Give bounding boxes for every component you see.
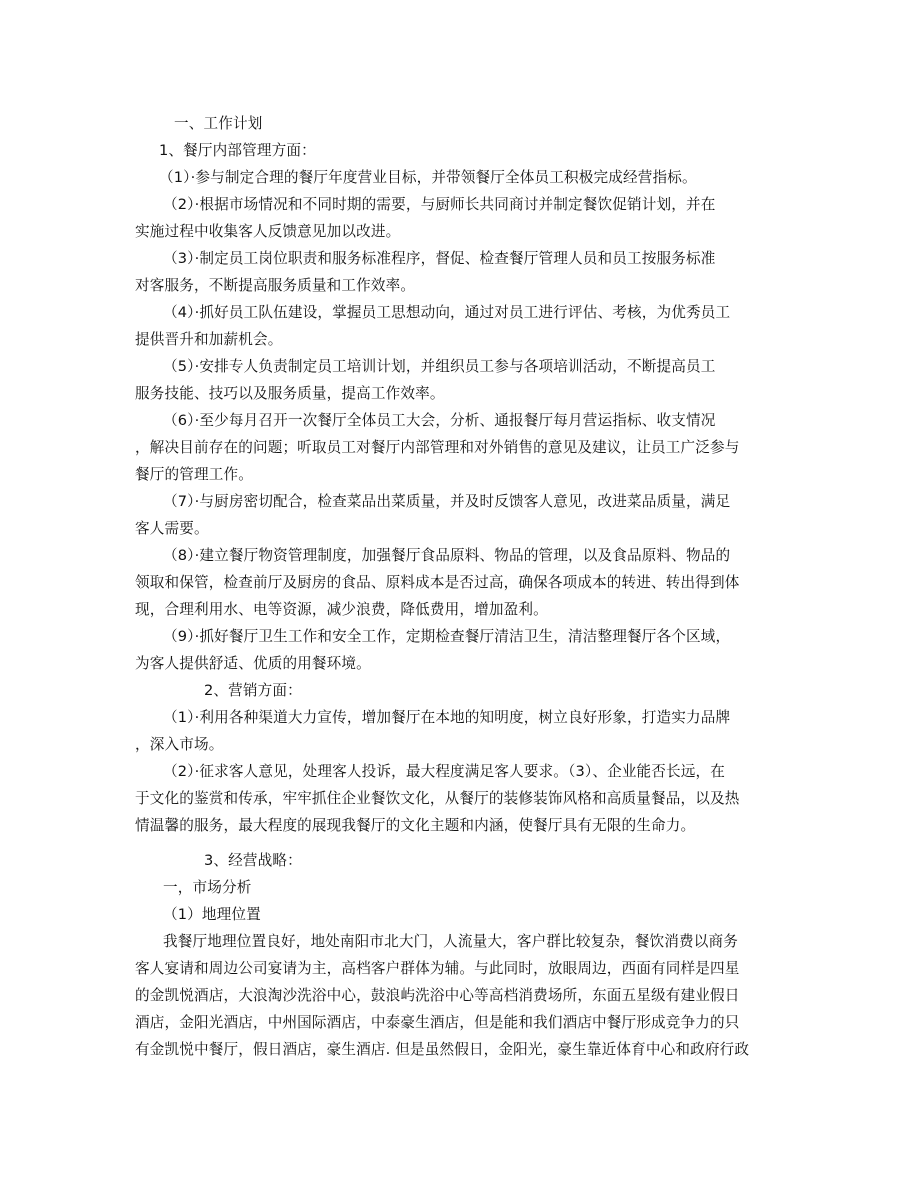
subsection-heading-marketing: 2、营销方面： <box>204 682 302 699</box>
paragraph-line: （7）·与厨房密切配合，检查菜品出菜质量，并及时反馈客人意见，改进菜品质量，满足 <box>163 493 731 510</box>
paragraph-line: ，深入市场。 <box>135 736 224 753</box>
subsection-heading-business-strategy: 3、经营战略： <box>204 852 302 869</box>
subsection-heading-location: （1）地理位置 <box>163 906 261 923</box>
paragraph-line: 实施过程中收集客人反馈意见加以改进。 <box>135 223 401 240</box>
paragraph-line: （1）·利用各种渠道大力宣传，增加餐厅在本地的知明度，树立良好形象，打造实力品牌 <box>163 709 731 726</box>
paragraph-line: （2）·根据市场情况和不同时期的需要，与厨师长共同商讨并制定餐饮促销计划，并在 <box>163 196 716 213</box>
paragraph-line: 现，合理利用水、电等资源，减少浪费，降低费用，增加盈利。 <box>135 601 548 618</box>
paragraph-line: （5）·安排专人负责制定员工培训计划，并组织员工参与各项培训活动，不断提高员工 <box>163 358 716 375</box>
paragraph-line: 情温馨的服务，最大程度的展现我餐厅的文化主题和内涵，使餐厅具有无限的生命力。 <box>135 817 696 834</box>
paragraph-line: （4）·抓好员工队伍建设，掌握员工思想动向，通过对员工进行评估、考核，为优秀员工 <box>163 304 731 321</box>
paragraph-line: 领取和保管，检查前厅及厨房的食品、原料成本是否过高，确保各项成本的转进、转出得到体 <box>135 574 740 591</box>
paragraph-line: 于文化的鉴赏和传承，牢牢抓住企业餐饮文化，从餐厅的装修装饰风格和高质量餐品，以及热 <box>135 790 740 807</box>
paragraph-line: ，解决目前存在的问题；听取员工对餐厅内部管理和对外销售的意见及建议，让员工广泛参与 <box>135 439 740 456</box>
paragraph-line: （8）·建立餐厅物资管理制度，加强餐厅食品原料、物品的管理，以及食品原料、物品的 <box>163 547 731 564</box>
subsection-heading-market-analysis: 一，市场分析 <box>163 879 252 896</box>
paragraph-line: （6）·至少每月召开一次餐厅全体员工大会，分析、通报餐厅每月营运指标、收支情况 <box>163 412 716 429</box>
paragraph-line: 为客人提供舒适、优质的用餐环境。 <box>135 655 371 672</box>
paragraph-line: 服务技能、技巧以及服务质量，提高工作效率。 <box>135 385 445 402</box>
paragraph-line: 提供晋升和加薪机会。 <box>135 331 283 348</box>
paragraph-line: 客人需要。 <box>135 520 209 537</box>
paragraph-line: （3）·制定员工岗位职责和服务标准程序，督促、检查餐厅管理人员和员工按服务标准 <box>163 250 716 267</box>
paragraph-line: 有金凯悦中餐厅，假日酒店，豪生酒店. 但是虽然假日，金阳光，豪生靠近体育中心和政府行政 <box>135 1041 750 1058</box>
paragraph-line: 餐厅的管理工作。 <box>135 466 253 483</box>
paragraph-line: （2）·征求客人意见，处理客人投诉，最大程度满足客人要求。（3）、企业能否长远，在 <box>163 763 726 780</box>
paragraph-line: 客人宴请和周边公司宴请为主，高档客户群体为辅。与此同时，放眼周边，西面有同样是四星 <box>135 960 740 977</box>
paragraph-line: （9）·抓好餐厅卫生工作和安全工作，定期检查餐厅清洁卫生，清洁整理餐厅各个区域， <box>163 628 731 645</box>
paragraph-line: 我餐厅地理位置良好，地处南阳市北大门，人流量大，客户群比较复杂，餐饮消费以商务 <box>163 933 739 950</box>
paragraph-line: 的金凯悦酒店，大浪淘沙洗浴中心，鼓浪屿洗浴中心等高档消费场所，东面五星级有建业假日 <box>135 987 740 1004</box>
subsection-heading-internal-management: 1、餐厅内部管理方面： <box>159 142 316 159</box>
paragraph-line: （1）·参与制定合理的餐厅年度营业目标，并带领餐厅全体员工积极完成经营指标。 <box>159 169 697 186</box>
paragraph-line: 对客服务，不断提高服务质量和工作效率。 <box>135 277 416 294</box>
section-heading-work-plan: 一、工作计划 <box>174 115 263 132</box>
paragraph-line: 酒店，金阳光酒店，中州国际酒店，中泰豪生酒店，但是能和我们酒店中餐厅形成竞争力的只 <box>135 1014 740 1031</box>
